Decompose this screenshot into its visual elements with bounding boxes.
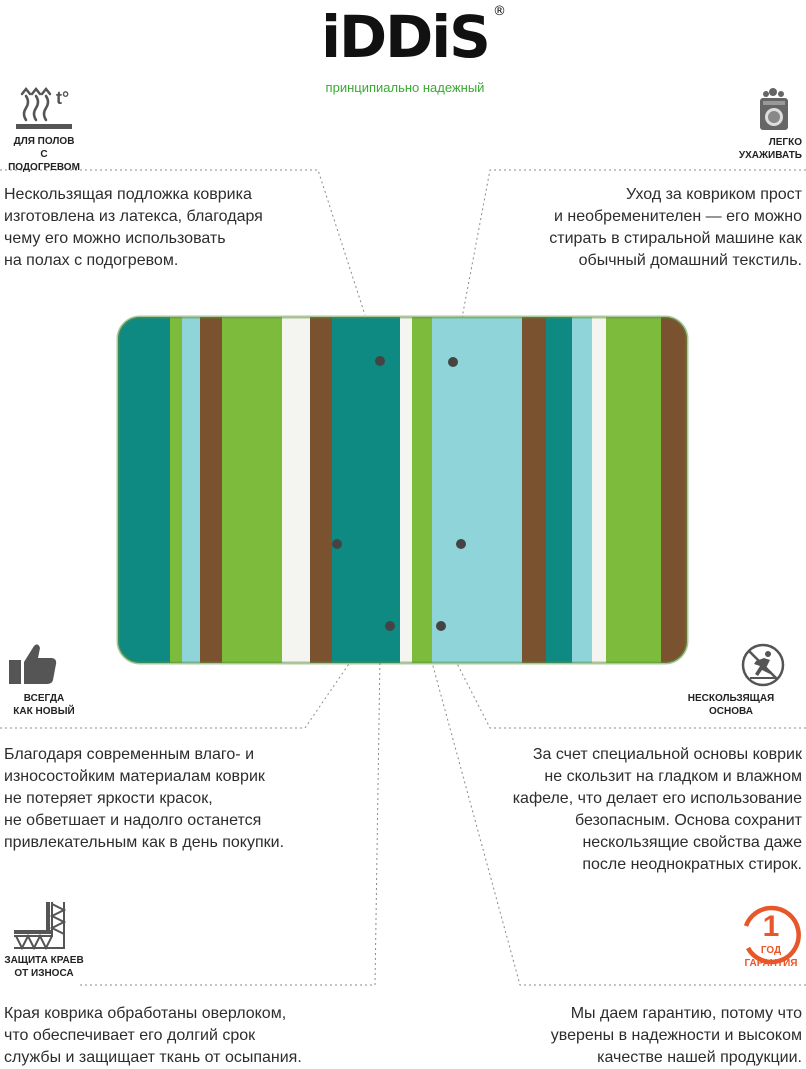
caption-line: ГАРАНТИЯ: [744, 958, 798, 969]
washing-machine-icon: [756, 88, 792, 132]
text-line: Уход за ковриком прост: [626, 186, 802, 203]
text-warranty: [450, 1003, 802, 1069]
text-line: не потеряет яркости красок,: [4, 790, 213, 807]
caption-easy-care: [700, 136, 802, 162]
text-line: службы и защищает ткань от осыпания.: [4, 1049, 302, 1066]
text-line: безопасным. Основа сохранит: [574, 812, 802, 829]
text-line: что обеспечивает его долгий срок: [4, 1027, 256, 1044]
text-line: не обветшает и надолго останется: [4, 812, 262, 829]
text-easy-care: [430, 184, 802, 272]
caption-like-new: [4, 692, 84, 718]
text-line: Благодаря современным влаго- и: [4, 746, 254, 763]
caption-line: УХАЖИВАТЬ: [738, 150, 802, 161]
warranty-number: 1: [762, 910, 780, 943]
thumbs-up-icon: [8, 642, 58, 686]
caption-heated-floor: [4, 135, 84, 174]
text-line: привлекательным как в день покупки.: [4, 834, 285, 851]
caption-line: ОСНОВА: [709, 706, 753, 717]
text-line: нескользящие свойства даже: [582, 834, 802, 851]
caption-line: ДЛЯ ПОЛОВ: [13, 136, 75, 147]
caption-edge-protection: [4, 954, 84, 980]
caption-line: НЕСКОЛЬЗЯЩАЯ: [687, 693, 775, 704]
caption-line: ЗАЩИТА КРАЕВ: [4, 955, 84, 966]
caption-line: ОТ ИЗНОСА: [14, 968, 74, 979]
caption-line: ЛЕГКО: [768, 137, 802, 148]
text-line: и необременителен — его можно: [553, 208, 802, 225]
text-edge-protection: [4, 1003, 344, 1069]
caption-line: С ПОДОГРЕВОМ: [8, 149, 80, 173]
text-line: чему его можно использовать: [4, 230, 226, 247]
caption-line: ВСЕГДА: [23, 693, 65, 704]
svg-text:t°: t°: [56, 88, 70, 108]
caption-non-slip: [680, 692, 782, 718]
text-line: кафеле, что делает его использование: [512, 790, 802, 807]
text-line: За счет специальной основы коврик: [532, 746, 802, 763]
brand-logo: iDDiS: [321, 3, 489, 71]
caption-warranty: [726, 944, 806, 970]
text-line: Мы даем гарантию, потому что: [570, 1005, 802, 1022]
caption-line: КАК НОВЫЙ: [13, 706, 75, 717]
text-line: Нескользящая подложка коврика: [4, 186, 252, 203]
edge-protection-icon: [12, 900, 68, 950]
text-non-slip: [440, 744, 802, 876]
text-line: износостойким материалам коврик: [4, 768, 265, 785]
text-line: стирать в стиральной машине как: [549, 230, 802, 247]
text-line: Края коврика обработаны оверлоком,: [4, 1005, 287, 1022]
text-line: изготовлена из латекса, благодаря: [4, 208, 263, 225]
brand-tagline: принципиально надежный: [325, 80, 485, 95]
registered-mark: ®: [493, 4, 506, 19]
heated-floor-icon: [14, 84, 74, 130]
text-heated-floor: [4, 184, 304, 272]
text-line: обычный домашний текстиль.: [578, 252, 802, 269]
no-slip-icon: [740, 642, 786, 688]
text-line: качестве нашей продукции.: [597, 1049, 802, 1066]
text-line: на полах с подогревом.: [4, 252, 179, 269]
caption-line: ГОД: [760, 945, 782, 956]
rug-image: [115, 314, 690, 666]
text-like-new: [4, 744, 334, 854]
text-line: после неоднократных стирок.: [582, 856, 802, 873]
text-line: уверены в надежности и высоком: [550, 1027, 802, 1044]
text-line: не скользит на гладком и влажном: [544, 768, 802, 785]
